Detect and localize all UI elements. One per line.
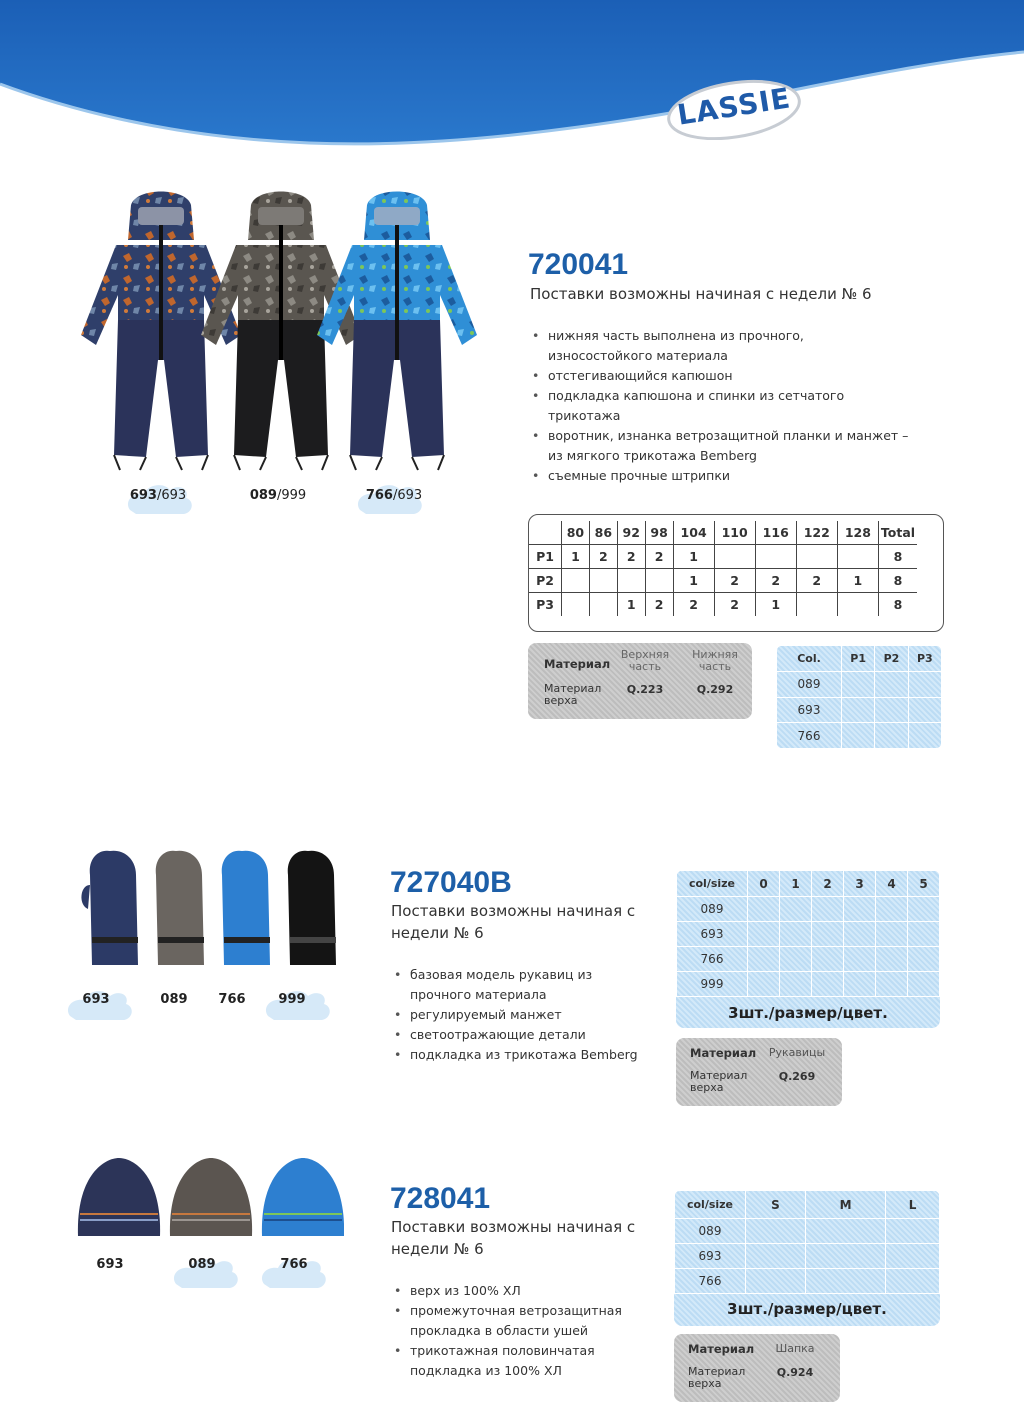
feature-item: • подкладка из трикотажа Bemberg <box>394 1045 654 1065</box>
hats-image <box>74 1156 344 1246</box>
color-label-089: 089/999 <box>249 488 307 503</box>
feature-item: • отстегивающийся капюшон <box>532 366 912 386</box>
pack-note: 3шт./размер/цвет. <box>727 1300 887 1318</box>
size-grid-table <box>674 1190 940 1294</box>
feature-list <box>532 326 912 486</box>
material-col-upper: Верхняя часть <box>620 648 670 673</box>
table-cell: P1 <box>529 545 562 569</box>
table-cell <box>589 593 617 617</box>
table-header-cell: col/size <box>675 1191 746 1219</box>
table-row <box>675 1219 940 1244</box>
table-cell <box>842 697 875 723</box>
table-cell: 1 <box>755 593 796 617</box>
table-cell: 766 <box>677 947 748 972</box>
table-header-cell: 1 <box>780 871 812 897</box>
table-header-cell <box>529 521 562 545</box>
material-value-lower: Q.292 <box>696 683 734 696</box>
color-label-089: 089 <box>188 1257 216 1272</box>
table-header-cell: 122 <box>796 521 837 545</box>
table-cell: 8 <box>879 569 918 593</box>
header-wave <box>0 0 1024 170</box>
material-row-label: Материал верха <box>690 1069 748 1094</box>
table-row <box>529 593 917 617</box>
table-header-cell: Total <box>879 521 918 545</box>
color-assortment-table <box>776 645 942 749</box>
table-cell: 1 <box>837 569 878 593</box>
table-header-cell: M <box>805 1191 885 1219</box>
table-header-cell: P1 <box>842 646 875 672</box>
feature-item: • верх из 100% ХЛ <box>394 1281 634 1301</box>
table-cell <box>842 723 875 749</box>
table-cell <box>837 545 878 569</box>
table-cell: 1 <box>562 545 590 569</box>
table-cell <box>875 697 908 723</box>
table-header-cell: 128 <box>837 521 878 545</box>
table-cell: 089 <box>675 1219 746 1244</box>
feature-item: • промежуточная ветрозащитная прокладка в области ушей <box>394 1301 634 1341</box>
table-header-cell: col/size <box>677 871 748 897</box>
table-row <box>677 947 940 972</box>
table-row <box>675 1269 940 1294</box>
material-value: Q.269 <box>778 1070 816 1083</box>
table-cell <box>908 723 941 749</box>
table-cell: 2 <box>714 593 755 617</box>
table-cell: 089 <box>677 897 748 922</box>
brand-logo: LASSIE <box>675 81 793 132</box>
material-box <box>676 1038 842 1106</box>
table-cell: P2 <box>529 569 562 593</box>
table-cell <box>714 545 755 569</box>
table-cell: 693 <box>675 1244 746 1269</box>
mittens-image <box>80 845 340 975</box>
size-assortment-table <box>529 521 917 616</box>
feature-item: • воротник, изнанка ветрозащитной планки и манжет – из мягкого трикотажа Bemberg <box>532 426 912 466</box>
table-cell: 766 <box>777 723 842 749</box>
table-header-cell: 5 <box>908 871 940 897</box>
table-row <box>777 723 942 749</box>
table-cell: 999 <box>677 972 748 997</box>
table-cell <box>908 697 941 723</box>
feature-item: • трикотажная половинчатая подкладка из 100% ХЛ <box>394 1341 634 1381</box>
table-cell: 693 <box>677 922 748 947</box>
material-header: Материал <box>690 1046 757 1060</box>
table-cell <box>562 593 590 617</box>
material-col: Шапка <box>775 1342 815 1355</box>
feature-item: • базовая модель рукавиц из прочного материала <box>394 965 654 1005</box>
table-header-cell: P3 <box>908 646 941 672</box>
table-cell: 8 <box>879 545 918 569</box>
article-number: 727040B <box>390 866 512 899</box>
material-row-label: Материал верха <box>688 1365 746 1390</box>
material-col: Рукавицы <box>768 1046 826 1059</box>
article-number: 720041 <box>528 248 629 281</box>
size-grid-table <box>676 870 940 997</box>
color-assortment-box <box>776 645 942 749</box>
table-cell: 2 <box>714 569 755 593</box>
feature-list <box>394 965 654 1065</box>
table-cell: P3 <box>529 593 562 617</box>
table-cell <box>645 569 673 593</box>
table-cell: 693 <box>777 697 842 723</box>
material-header: Материал <box>688 1342 755 1356</box>
feature-list <box>394 1281 634 1381</box>
table-cell <box>837 593 878 617</box>
material-row-label: Материал верха <box>544 682 602 707</box>
material-header: Материал <box>544 657 611 671</box>
color-label-693: 693 <box>96 1257 124 1272</box>
table-cell <box>617 569 645 593</box>
feature-item: • светоотражающие детали <box>394 1025 654 1045</box>
size-grid-box <box>676 870 940 1028</box>
overall-766-image <box>312 185 482 475</box>
table-row <box>677 897 940 922</box>
table-row <box>777 672 942 698</box>
color-label-693: 693 <box>82 992 110 1007</box>
delivery-note: Поставки возможны начиная с недели № 6 <box>391 1218 636 1258</box>
material-box <box>528 643 752 719</box>
table-row <box>675 1244 940 1269</box>
color-label-999: 999 <box>278 992 306 1007</box>
delivery-note: Поставки возможны начиная с недели № 6 <box>391 902 636 942</box>
pack-note: 3шт./размер/цвет. <box>728 1004 888 1022</box>
feature-item: • съемные прочные штрипки <box>532 466 912 486</box>
table-row <box>529 545 917 569</box>
table-cell <box>875 723 908 749</box>
table-header-cell: 0 <box>748 871 780 897</box>
material-col-lower: Нижняя часть <box>692 648 738 673</box>
table-row <box>777 697 942 723</box>
feature-item: • регулируемый манжет <box>394 1005 654 1025</box>
table-row <box>677 972 940 997</box>
material-box <box>674 1334 840 1402</box>
table-cell <box>562 569 590 593</box>
table-header-cell: P2 <box>875 646 908 672</box>
table-cell: 2 <box>755 569 796 593</box>
table-header-cell: 98 <box>645 521 673 545</box>
table-header-cell: 92 <box>617 521 645 545</box>
table-cell: 2 <box>617 545 645 569</box>
color-label-693: 693/693 <box>129 488 187 503</box>
color-label-766: 766/693 <box>365 488 423 503</box>
table-cell <box>589 569 617 593</box>
table-cell: 2 <box>589 545 617 569</box>
table-cell: 2 <box>796 569 837 593</box>
table-cell <box>875 672 908 698</box>
table-row <box>677 922 940 947</box>
feature-item: • подкладка капюшона и спинки из сетчатого трикотажа <box>532 386 912 426</box>
table-cell: 089 <box>777 672 842 698</box>
table-cell: 2 <box>645 593 673 617</box>
table-header-cell: 110 <box>714 521 755 545</box>
table-header-cell: L <box>886 1191 940 1219</box>
table-cell: 1 <box>673 569 714 593</box>
color-label-766: 766 <box>218 992 246 1007</box>
table-cell <box>755 545 796 569</box>
table-cell <box>796 545 837 569</box>
table-header-cell: Col. <box>777 646 842 672</box>
table-cell: 1 <box>673 545 714 569</box>
table-cell: 8 <box>879 593 918 617</box>
article-number: 728041 <box>390 1182 491 1215</box>
table-row <box>529 569 917 593</box>
table-cell: 2 <box>673 593 714 617</box>
table-cell <box>908 672 941 698</box>
table-cell <box>796 593 837 617</box>
color-label-089: 089 <box>160 992 188 1007</box>
feature-item: • нижняя часть выполнена из прочного, износостойкого материала <box>532 326 912 366</box>
table-cell: 2 <box>645 545 673 569</box>
table-header-cell: 80 <box>562 521 590 545</box>
material-value: Q.924 <box>776 1366 814 1379</box>
size-assortment-frame <box>528 514 944 632</box>
table-header-cell: 2 <box>812 871 844 897</box>
delivery-note: Поставки возможны начиная с недели № 6 <box>530 285 872 303</box>
table-cell <box>842 672 875 698</box>
table-cell: 1 <box>617 593 645 617</box>
table-header-cell: 86 <box>589 521 617 545</box>
table-header-cell: S <box>746 1191 806 1219</box>
table-header-cell: 4 <box>876 871 908 897</box>
table-cell: 766 <box>675 1269 746 1294</box>
table-header-cell: 116 <box>755 521 796 545</box>
table-header-cell: 104 <box>673 521 714 545</box>
table-header-cell: 3 <box>844 871 876 897</box>
material-value-upper: Q.223 <box>626 683 664 696</box>
size-grid-box <box>674 1190 940 1326</box>
color-label-766: 766 <box>280 1257 308 1272</box>
